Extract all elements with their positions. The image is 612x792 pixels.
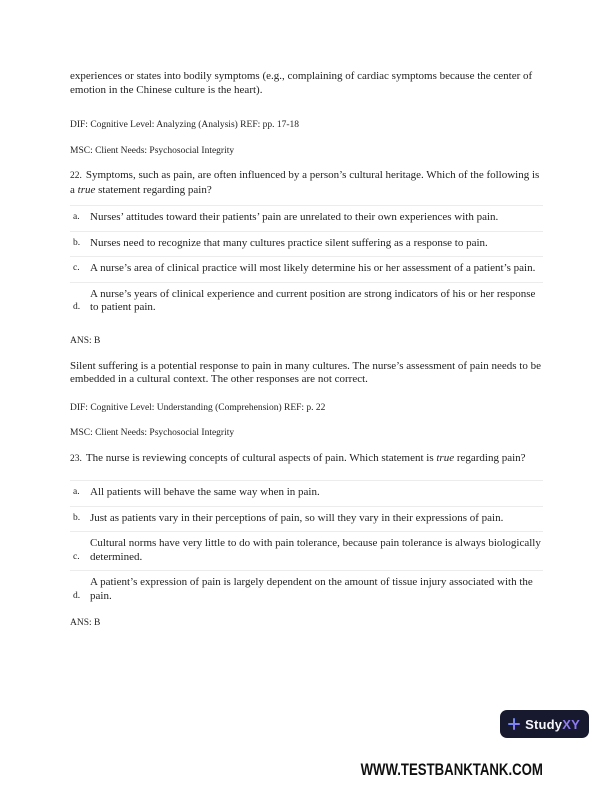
logo-text [525,717,580,732]
option-row [70,231,543,257]
logo-text-primary: Study [525,716,563,732]
website-url: WWW.TESTBANKTANK.COM [360,761,543,779]
question-text-tail: regarding pain? [454,451,526,464]
option-text: Nurses’ attitudes toward their patients’ pain are unrelated to their own experiences with pain. [90,211,499,223]
option-text: Cultural norms have very little to do with pain tolerance, because pain tolerance is always biologically determined. [90,537,541,563]
option-row [70,205,543,231]
option-text: A nurse’s years of clinical experience and current position are strong indicators of his or her response to patient pain. [90,287,536,313]
option-row [70,480,543,506]
question-number: 22. [70,171,82,181]
dif-line: DIF: Cognitive Level: Analyzing (Analysis) REF: pp. 17-18 [70,120,300,130]
dif-line: DIF: Cognitive Level: Understanding (Comprehension) REF: p. 22 [70,402,326,413]
question-22-options [70,205,543,321]
option-text: Nurses need to recognize that many cultures practice silent suffering as a response to pain. [90,236,488,249]
plus-icon [508,718,520,730]
option-text: A patient’s expression of pain is largely dependent on the amount of tissue injury associated with the pain. [90,576,533,602]
answer-line: ANS: B [70,335,101,346]
option-text: Just as patients vary in their perceptions of pain, so will they vary in their expressions of pain. [90,511,504,524]
question-22 [70,169,543,197]
msc-line: MSC: Client Needs: Psychosocial Integrity [70,146,235,156]
option-text: All patients will behave the same way when in pain. [90,486,320,498]
page-content [70,70,543,629]
feedback-paragraph: Silent suffering is a potential response to pain in many cultures. The nurse’s assessment of pain needs to be embedded in a cultural context. The other responses are not correct. [70,359,541,385]
logo-text-accent: XY [562,716,580,732]
question-italic-word: true [436,451,455,464]
question-italic-word: true [77,183,96,196]
option-row [70,506,543,532]
option-label: d. [73,302,81,312]
option-row [70,256,543,282]
question-text-tail: statement regarding pain? [95,183,212,196]
option-label: b. [73,237,81,248]
msc-line: MSC: Client Needs: Psychosocial Integrity [70,427,235,438]
option-row [70,570,543,609]
option-row [70,282,543,321]
option-text: A nurse’s area of clinical practice will most likely determine his or her assessment of a patient’s pain. [90,262,536,274]
question-text: Symptoms, such as pain, are often influenced by a person’s cultural heritage. Which of the following is a [70,169,540,196]
question-text: The nurse is reviewing concepts of cultural aspects of pain. Which statement is [85,451,437,464]
option-label: a. [73,212,80,222]
option-row [70,531,543,570]
option-label: c. [73,551,80,562]
question-number: 23. [70,453,82,464]
question-23-options [70,480,543,609]
option-label: d. [73,590,81,601]
answer-line: ANS: B [70,618,101,628]
studyxy-logo-badge [500,710,589,738]
continuation-paragraph: experiences or states into bodily symptoms (e.g., complaining of cardiac symptoms because the center of emotion in the Chinese culture is the heart). [70,70,533,96]
option-label: c. [73,263,80,273]
option-label: a. [73,487,80,497]
option-label: b. [73,512,81,523]
question-23 [70,452,543,467]
